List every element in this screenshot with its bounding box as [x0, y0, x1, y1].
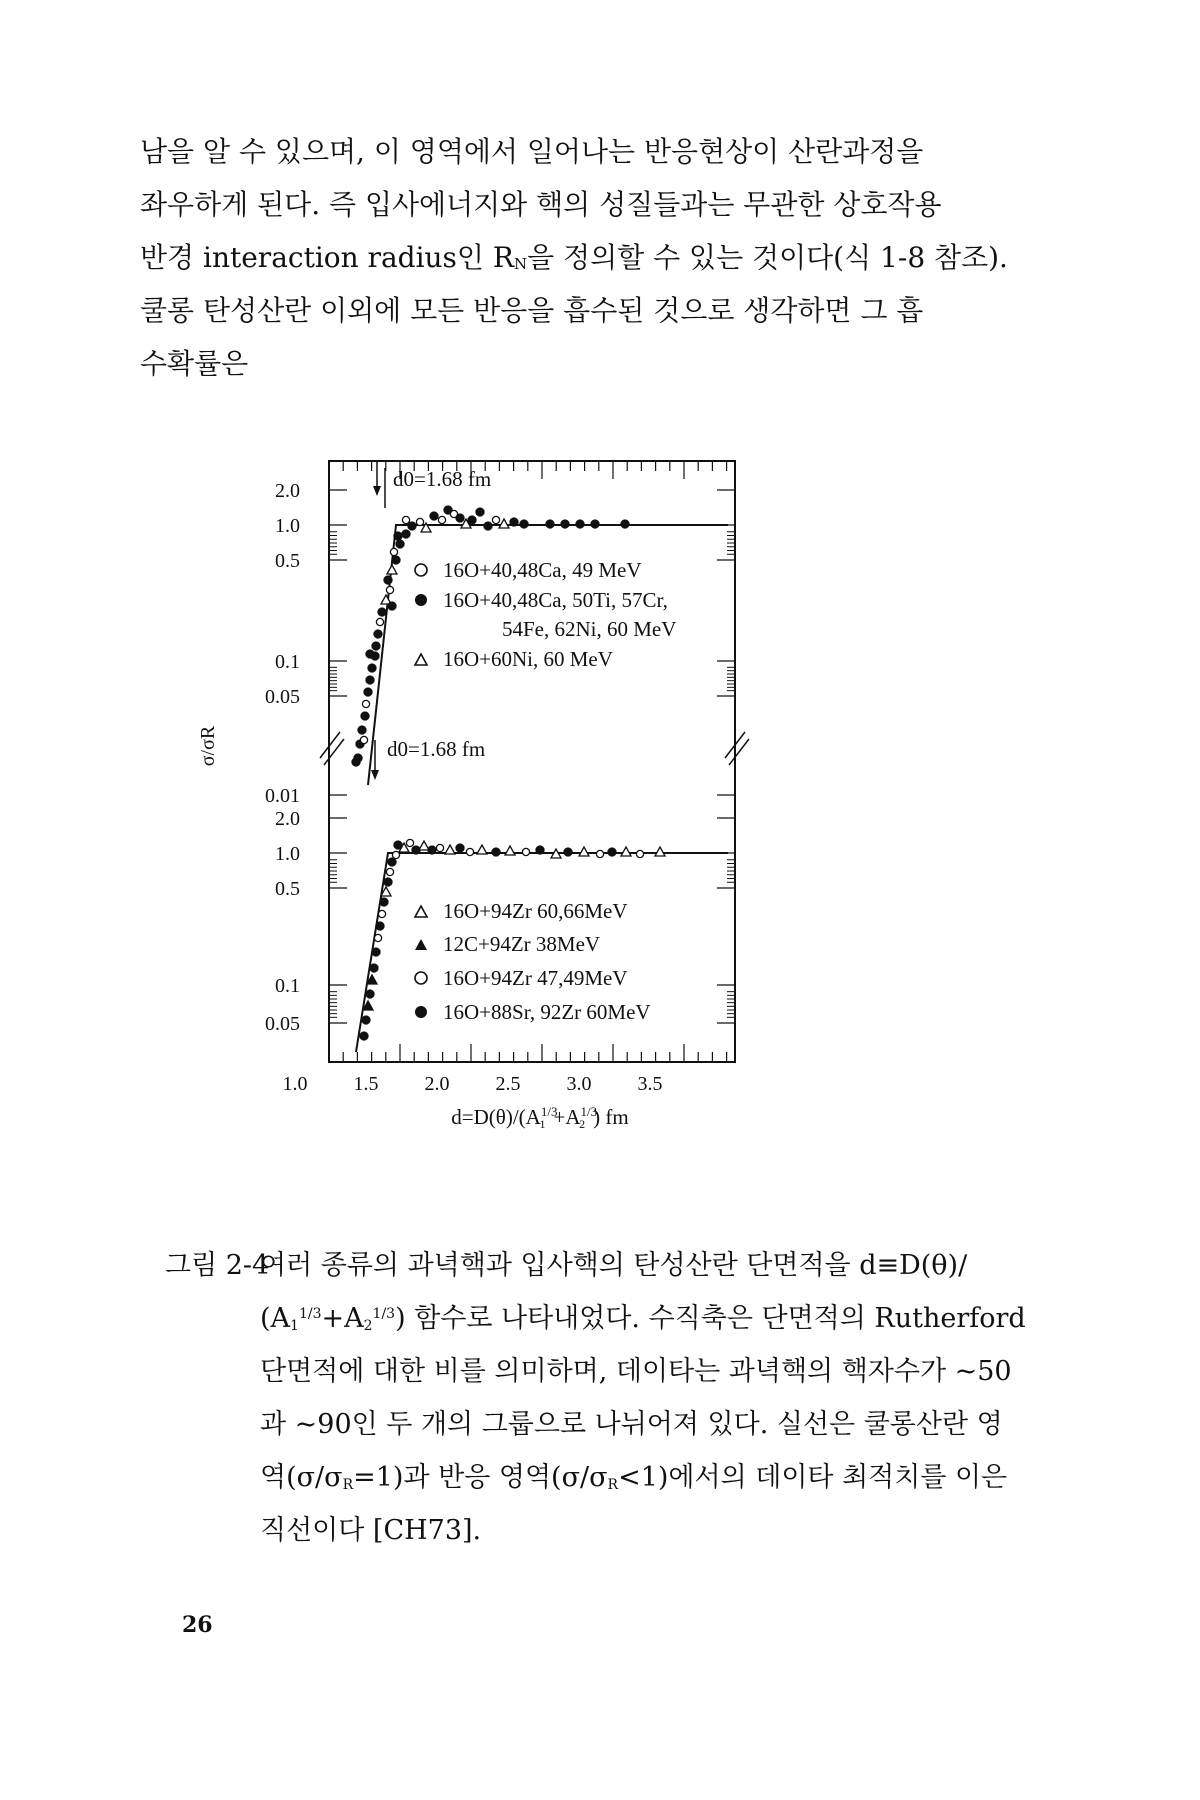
y-tick-label: 0.01	[265, 785, 300, 807]
y-tick-label: 0.5	[275, 878, 300, 900]
y-tick-label: 2.0	[275, 808, 300, 830]
data-point-open-circle	[402, 516, 409, 523]
caption-line: $(A1^{1/3}+A2^{1/3})$ 함수로 나타내었다. 수직축은 단면적의 Rutherford	[260, 1303, 1026, 1334]
data-point-filled-circle	[388, 602, 396, 610]
body-line: 반경 interaction radius인 RN을 정의할 수 있는 것이다(식 1-8 참조).	[140, 241, 1008, 274]
data-point-open-circle	[374, 934, 381, 941]
caption-line: 단면적에 대한 비를 의미하며, 데이타는 과녁핵의 핵자수가 ~50	[260, 1356, 1012, 1387]
data-point-open-triangle	[477, 845, 487, 854]
legend-entry: 16O+60Ni, 60 MeV	[443, 647, 613, 671]
data-point-filled-circle	[408, 522, 416, 530]
caption-line: 과 ~90인 두 개의 그룹으로 나뉘어져 있다. 실선은 쿨롱산란 영	[260, 1409, 1003, 1440]
data-point-filled-circle	[358, 726, 366, 734]
y-tick-label: 0.1	[275, 975, 300, 997]
data-point-filled-circle	[380, 898, 388, 906]
data-point-filled-circle	[468, 516, 476, 524]
caption-line: 역(σ/σR=1)과 반응 영역(σ/σR<1)에서의 데이타 최적치를 이은	[260, 1462, 1008, 1493]
legend-marker-filled-triangle	[415, 939, 427, 950]
y-tick-label: 1.0	[275, 843, 300, 865]
data-point-filled-circle	[384, 576, 392, 584]
data-point-open-circle	[360, 736, 367, 743]
data-point-filled-circle	[456, 514, 464, 522]
data-point-filled-circle	[352, 758, 360, 766]
data-point-filled-circle	[430, 512, 438, 520]
data-point-filled-circle	[608, 848, 616, 856]
data-point-open-circle	[596, 850, 603, 857]
d0-annotation-top	[373, 462, 491, 508]
data-point-filled-circle	[394, 532, 402, 540]
data-point-filled-circle	[376, 922, 384, 930]
y-tick-label: 2.0	[275, 480, 300, 502]
svg-text:d0=1.68 fm: d0=1.68 fm	[387, 737, 486, 761]
y-tick-label: 0.5	[275, 550, 300, 572]
axis-break-left	[324, 739, 344, 765]
data-point-open-circle	[466, 848, 473, 855]
x-tick-label: 3.5	[637, 1073, 663, 1095]
legend-entry: 16O+88Sr, 92Zr 60MeV	[443, 1000, 651, 1024]
y-tick-label: 0.1	[275, 651, 300, 673]
data-point-filled-circle	[378, 608, 386, 616]
data-point-open-circle	[438, 516, 445, 523]
legend-entry: 16O+40,48Ca, 50Ti, 57Cr,	[443, 588, 668, 612]
data-point-open-circle	[416, 518, 423, 525]
body-line: 좌우하게 된다. 즉 입사에너지와 핵의 성질들과는 무관한 상호작용	[140, 188, 942, 221]
data-point-filled-circle	[564, 848, 572, 856]
data-point-open-triangle	[445, 845, 455, 854]
caption-label: 그림 2-4	[165, 1250, 270, 1281]
data-point-open-triangle	[499, 519, 509, 528]
data-point-filled-circle	[361, 712, 369, 720]
data-point-filled-circle	[576, 520, 584, 528]
data-point-filled-circle	[360, 1032, 368, 1040]
data-point-filled-circle	[396, 540, 404, 548]
x-tick-label: 2.0	[424, 1073, 450, 1095]
data-point-open-circle	[386, 868, 393, 875]
data-point-filled-circle	[366, 676, 374, 684]
data-point-filled-circle	[591, 520, 599, 528]
y-tick-label: 0.05	[265, 1013, 300, 1035]
data-point-filled-circle	[366, 650, 374, 658]
x-axis-label: $d=D(\theta)/(A^{1/3}$ $1 +A^{1/3}$ 2 ) fm	[451, 1104, 629, 1131]
data-point-filled-circle	[368, 664, 376, 672]
legend-entry: 16O+94Zr 47,49MeV	[443, 966, 628, 990]
data-point-filled-circle	[456, 844, 464, 852]
data-point-open-circle	[390, 548, 397, 555]
data-point-open-triangle	[387, 565, 397, 574]
x-tick-label: 1.0	[282, 1073, 308, 1095]
legend-marker-open-triangle	[415, 654, 427, 665]
data-point-open-circle	[392, 851, 399, 858]
data-points	[352, 506, 665, 1040]
data-point-open-circle	[362, 700, 369, 707]
legend-entry: 54Fe, 62Ni, 60 MeV	[502, 617, 677, 641]
data-point-open-circle	[636, 850, 643, 857]
data-point-filled-circle	[388, 858, 396, 866]
data-point-filled-circle	[621, 520, 629, 528]
data-point-filled-circle	[402, 530, 410, 538]
data-point-filled-circle	[476, 508, 484, 516]
data-point-filled-circle	[536, 846, 544, 854]
data-point-open-triangle	[655, 847, 665, 856]
data-point-filled-circle	[428, 846, 436, 854]
data-point-filled-circle	[561, 520, 569, 528]
d0-annotation-bottom	[371, 737, 485, 780]
data-point-filled-circle	[384, 878, 392, 886]
legend-bottom	[415, 899, 651, 1024]
x-tick-label: 2.5	[495, 1073, 521, 1095]
data-point-open-circle	[492, 516, 499, 523]
legend-marker-open-circle	[415, 564, 427, 576]
data-point-open-triangle	[579, 847, 589, 856]
caption-line: 여러 종류의 과녁핵과 입사핵의 탄성산란 단면적을 d≡D(θ)∕	[260, 1250, 968, 1281]
data-point-filled-circle	[484, 522, 492, 530]
data-point-filled-circle	[362, 1016, 370, 1024]
data-point-filled-circle	[372, 642, 380, 650]
data-point-filled-circle	[370, 964, 378, 972]
legend-marker-open-circle	[415, 972, 427, 984]
y-tick-label: 1.0	[275, 515, 300, 537]
body-line: 수확률은	[140, 347, 249, 380]
body-line: 쿨롱 탄성산란 이외에 모든 반응을 흡수된 것으로 생각하면 그 흡	[140, 294, 924, 327]
data-point-filled-circle	[374, 630, 382, 638]
legend-top	[415, 558, 676, 671]
body-line: 남을 알 수 있으며, 이 영역에서 일어나는 반응현상이 산란과정을	[140, 135, 924, 168]
chart-svg	[197, 440, 820, 1260]
figure	[197, 440, 820, 1260]
y-tick-label: 0.05	[265, 686, 300, 708]
y-axis-label: σ/σR	[197, 725, 219, 767]
data-point-filled-circle	[366, 990, 374, 998]
data-point-open-triangle	[419, 841, 429, 850]
data-point-open-circle	[406, 839, 413, 846]
data-point-open-circle	[386, 586, 393, 593]
data-point-filled-circle	[392, 556, 400, 564]
x-tick-label: 3.0	[566, 1073, 592, 1095]
data-point-open-triangle	[505, 846, 515, 855]
data-point-filled-circle	[364, 688, 372, 696]
data-point-filled-circle	[510, 518, 518, 526]
data-point-open-circle	[376, 618, 383, 625]
legend-marker-filled-circle	[415, 1006, 427, 1018]
data-point-open-circle	[522, 848, 529, 855]
data-point-filled-circle	[492, 848, 500, 856]
axis-break-right	[729, 739, 749, 765]
data-point-filled-circle	[520, 520, 528, 528]
data-point-open-circle	[378, 910, 385, 917]
caption-line: 직선이다 [CH73].	[260, 1515, 482, 1546]
svg-text:d0=1.68 fm: d0=1.68 fm	[393, 467, 492, 491]
data-point-open-triangle	[621, 847, 631, 856]
legend-marker-filled-circle	[415, 594, 427, 606]
x-tick-label: 1.5	[353, 1073, 379, 1095]
legend-marker-open-triangle	[415, 906, 427, 917]
legend-entry: 12C+94Zr 38MeV	[443, 932, 601, 956]
data-point-open-circle	[436, 844, 443, 851]
page-number: 26	[182, 1612, 213, 1638]
data-point-filled-circle	[372, 948, 380, 956]
data-point-filled-circle	[546, 520, 554, 528]
legend-entry: 16O+40,48Ca, 49 MeV	[443, 558, 642, 582]
legend-entry: 16O+94Zr 60,66MeV	[443, 899, 628, 923]
